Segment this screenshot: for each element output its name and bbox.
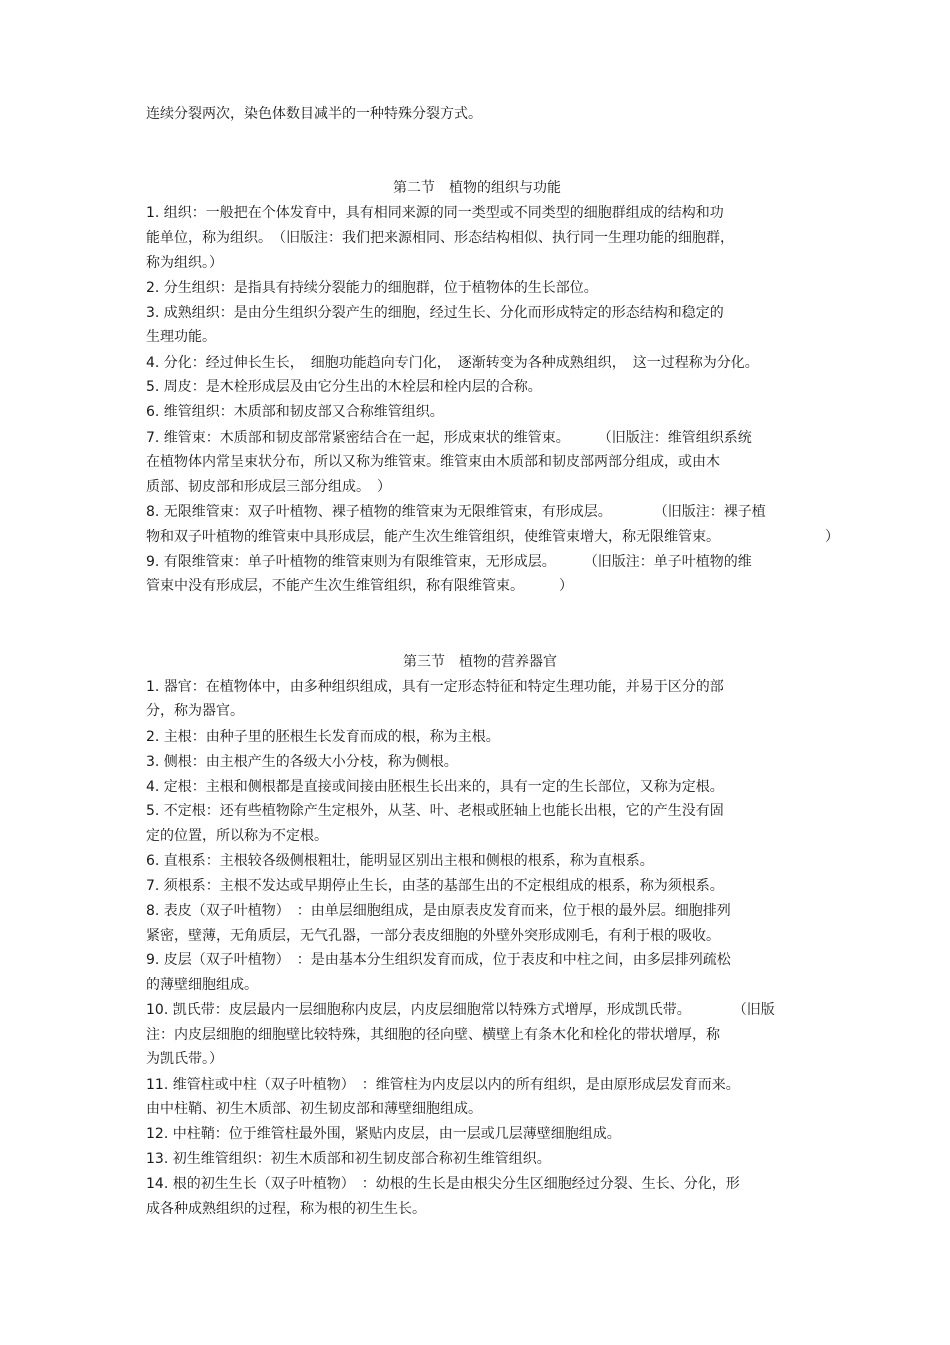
text-line: 5. 不定根：还有些植物除产生定根外，从茎、叶、老根或胚轴上也能长出根，它的产生没有固 — [146, 803, 724, 819]
text-line: 6. 直根系：主根较各级侧根粗壮，能明显区别出主根和侧根的根系，称为直根系。 — [146, 853, 654, 869]
text-line: 12. 中柱鞘：位于维管柱最外围，紧贴内皮层，由一层或几层薄壁细胞组成。 — [146, 1126, 621, 1142]
text-line: 7. 维管束：木质部和韧皮部常紧密结合在一起，形成束状的维管束。 （旧版注：维管组织系统 — [146, 430, 752, 446]
text-line: 11. 维管柱或中柱（双子叶植物） ：维管柱为内皮层以内的所有组织，是由原形成层发育而来。 — [146, 1077, 740, 1093]
text-line: 1. 组织：一般把在个体发育中，具有相同来源的同一类型或不同类型的细胞群组成的结构和功 — [146, 205, 724, 221]
text-line: 1. 器官：在植物体中，由多种组织组成，具有一定形态特征和特定生理功能，并易于区分的部 — [146, 679, 724, 695]
text-line: 物和双子叶植物的维管束中具形成层，能产生次生维管组织，使维管束增大，称无限维管束。 — [146, 529, 720, 545]
text-line: 定的位置，所以称为不定根。 — [146, 828, 328, 844]
intro-line: 连续分裂两次，染色体数目减半的一种特殊分裂方式。 — [146, 106, 482, 122]
text-line: 13. 初生维管组织：初生木质部和初生韧皮部合称初生维管组织。 — [146, 1151, 551, 1167]
text-line: 8. 无限维管束：双子叶植物、裸子植物的维管束为无限维管束，有形成层。 （旧版注：裸子植 — [146, 504, 766, 520]
text-line: 为凯氏带。） — [146, 1051, 223, 1067]
text-line: 14. 根的初生生长（双子叶植物） ：幼根的生长是由根尖分生区细胞经过分裂、生长、分化，形 — [146, 1176, 740, 1192]
text-line: 8. 表皮（双子叶植物） ：由单层细胞组成，是由原表皮发育而来，位于根的最外层。细胞排列 — [146, 903, 731, 919]
text-line: 能单位，称为组织。 （旧版注：我们把来源相同、形态结构相似、执行同一生理功能的细胞群， — [146, 230, 734, 246]
text-line: 分，称为器官。 — [146, 703, 244, 719]
text-line: 2. 分生组织：是指具有持续分裂能力的细胞群，位于植物体的生长部位。 — [146, 280, 598, 296]
text-line: 4. 定根：主根和侧根都是直接或间接由胚根生长出来的，具有一定的生长部位，又称为定根。 — [146, 779, 724, 795]
text-line: 在植物体内常呈束状分布，所以又称为维管束。维管束由木质部和韧皮部两部分组成，或由木 — [146, 454, 720, 470]
text-line: 注：内皮层细胞的细胞壁比较特殊，其细胞的径向壁、横壁上有条木化和栓化的带状增厚，称 — [146, 1027, 720, 1043]
closing-paren: ） — [825, 529, 839, 545]
text-line: 质部、韧皮部和形成层三部分组成。 ） — [146, 479, 391, 495]
text-line: 9. 有限维管束：单子叶植物的维管束则为有限维管束，无形成层。 （旧版注：单子叶植物的维 — [146, 554, 752, 570]
section-2-title: 第二节 植物的组织与功能 — [393, 180, 561, 196]
text-line: 7. 须根系：主根不发达或早期停止生长，由茎的基部生出的不定根组成的根系，称为须根系。 — [146, 878, 724, 894]
text-line: 生理功能。 — [146, 329, 216, 345]
text-line: 4. 分化：经过伸长生长， 细胞功能趋向专门化， 逐渐转变为各种成熟组织， 这一过程称为分化。 — [146, 355, 759, 371]
text-line: 的薄壁细胞组成。 — [146, 977, 258, 993]
section-3-title: 第三节 植物的营养器官 — [403, 654, 557, 670]
text-line: 管束中没有形成层，不能产生次生维管组织，称有限维管束。 ） — [146, 578, 573, 594]
text-line: 称为组织。） — [146, 255, 223, 271]
text-line: 3. 成熟组织：是由分生组织分裂产生的细胞，经过生长、分化而形成特定的形态结构和稳定的 — [146, 305, 724, 321]
text-line: 紧密，壁薄，无角质层，无气孔器，一部分表皮细胞的外壁外突形成刚毛，有利于根的吸收。 — [146, 928, 720, 944]
text-line: 9. 皮层（双子叶植物） ：是由基本分生组织发育而成，位于表皮和中柱之间，由多层排列疏松 — [146, 952, 731, 968]
text-line: 由中柱鞘、初生木质部、初生韧皮部和薄壁细胞组成。 — [146, 1101, 482, 1117]
text-line: 5. 周皮：是木栓形成层及由它分生出的木栓层和栓内层的合称。 — [146, 379, 542, 395]
text-line: 10. 凯氏带：皮层最内一层细胞称内皮层，内皮层细胞常以特殊方式增厚，形成凯氏带。 （旧版 — [146, 1002, 775, 1018]
text-line: 3. 侧根：由主根产生的各级大小分枝，称为侧根。 — [146, 754, 458, 770]
text-line: 6. 维管组织：木质部和韧皮部又合称维管组织。 — [146, 404, 444, 420]
text-line: 2. 主根：由种子里的胚根生长发育而成的根，称为主根。 — [146, 729, 500, 745]
text-line: 成各种成熟组织的过程，称为根的初生生长。 — [146, 1201, 426, 1217]
